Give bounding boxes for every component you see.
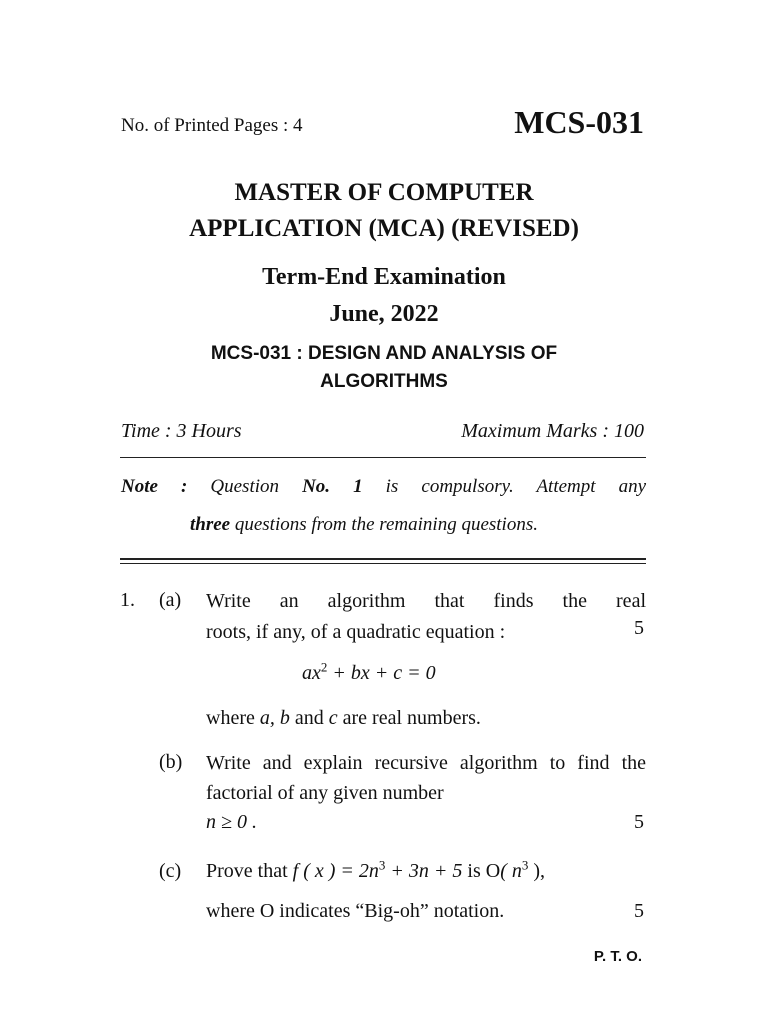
part-b-label: (b)	[159, 751, 183, 773]
note-question-number: No. 1	[302, 476, 363, 497]
part-a-where	[206, 707, 481, 730]
part-a-marks: 5	[634, 617, 644, 639]
divider-top	[120, 457, 646, 458]
is-text: is	[467, 860, 486, 882]
big-o-arg: ( n	[500, 860, 522, 882]
where-c: c	[328, 707, 338, 729]
note-line-1	[121, 476, 646, 498]
eq-rest: + bx + c = 0	[327, 662, 436, 684]
expr-part-2: + 3n + 5	[385, 860, 468, 882]
pto-label: P. T. O.	[593, 948, 642, 965]
exam-line-2: June, 2022	[329, 301, 439, 327]
eq-exponent: 2	[320, 659, 328, 675]
where-text-1: where	[206, 707, 260, 729]
note-text-2: is compulsory. Attempt any	[385, 476, 647, 497]
note-text-3: questions from the remaining questions.	[234, 514, 538, 535]
note-text-1: Question	[210, 476, 279, 497]
subject-line-1: MCS-031 : DESIGN AND ANALYSIS OF	[210, 343, 558, 364]
divider-double-2	[120, 563, 646, 564]
expr-part-1: = 2n	[335, 860, 379, 882]
programme-line-2: APPLICATION (MCA) (REVISED)	[189, 215, 579, 242]
expr-exponent-1: 3	[378, 857, 386, 873]
function-fx: f ( x )	[292, 860, 336, 882]
subject-title	[0, 340, 768, 396]
eq-term-ax: ax	[302, 662, 321, 684]
note-three: three	[190, 514, 231, 535]
maximum-marks: Maximum Marks : 100	[461, 420, 644, 442]
quadratic-equation	[302, 659, 436, 685]
divider-double-1	[120, 558, 646, 560]
part-b-text: Write and explain recursive algorithm to find the factorial of any given number	[206, 752, 646, 804]
where-text-3: are real numbers.	[337, 707, 481, 729]
part-b-marks: 5	[634, 811, 644, 833]
part-c-label: (c)	[159, 860, 182, 882]
time-allowed: Time : 3 Hours	[121, 420, 242, 442]
programme-line-1: MASTER OF COMPUTER	[234, 179, 534, 206]
note-line-2	[190, 514, 538, 536]
part-c-statement	[206, 857, 546, 883]
part-a-label: (a)	[159, 589, 182, 611]
big-o-close: ),	[528, 860, 546, 882]
printed-pages: No. of Printed Pages : 4	[121, 115, 303, 136]
course-code: MCS-031	[514, 104, 644, 140]
where-text-2: and	[289, 707, 329, 729]
part-a-line-2: roots, if any, of a quadratic equation :	[206, 621, 506, 643]
big-o: O	[485, 860, 501, 882]
part-c-marks: 5	[634, 900, 644, 922]
note-label: Note :	[121, 476, 188, 497]
subject-line-2: ALGORITHMS	[320, 371, 448, 392]
part-b-condition: n ≥ 0 .	[206, 811, 257, 833]
question-number: 1.	[120, 589, 135, 611]
expr-exponent-2: 3	[521, 857, 529, 873]
part-a-line-1: Write an algorithm that finds the real	[206, 590, 646, 612]
exam-title	[0, 259, 768, 333]
part-c-line-2: where O indicates “Big-oh” notation.	[206, 900, 505, 922]
prove-text: Prove that	[206, 860, 293, 882]
where-vars: a, b	[259, 707, 290, 729]
programme-title	[0, 175, 768, 247]
exam-line-1: Term-End Examination	[262, 264, 506, 290]
